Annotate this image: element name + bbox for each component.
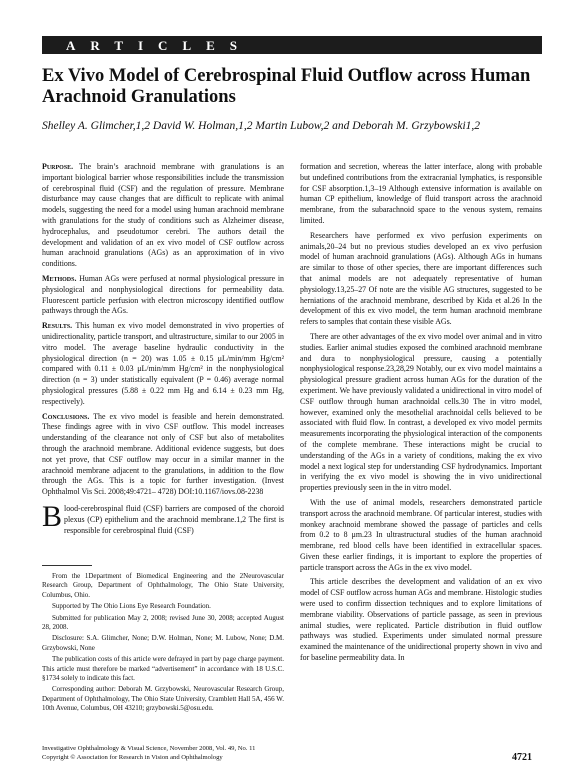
body-paragraph: Researchers have performed ex vivo perfusion experiments on animals,20–24 but no previous studies developed an ex vivo perfusion model of human arachnoid granulations (AGs). Although AGs in humans are similar to those of other species, there are important differences such that animal models are not adequately representative of human physiology.13,25–27 Of note are the visible AG structures, suggested to be herniations of the arachnoid membrane, described by Kida et al.26 In the development of this ex vivo model, the term human arachnoid membrane refers to samples that contain these visible AGs. bbox=[300, 230, 542, 327]
body-column bbox=[300, 162, 542, 668]
abstract-results bbox=[42, 321, 284, 407]
methods-heading: Methods. bbox=[42, 273, 77, 283]
abstract-methods bbox=[42, 274, 284, 317]
section-banner bbox=[42, 36, 542, 54]
section-label: ARTICLES bbox=[66, 38, 253, 53]
purpose-text: The brain’s arachnoid membrane with granulations is an important biological barrier whose responsibilities include the transmission of cerebrospinal fluid (CSF) and the regulation of pressure. Membrane disturbance may cause changes that are difficult to replicate with animal models, suggesting the need for a model using human arachnoid membrane with granulations for the study of conditions such as Alzheimer disease, hydrocephalus, and pseudotumor cerebri. The authors detail the development and validation of an ex vivo model of CSF outflow across human arachnoid granulations (AGs) as an approximation of in vivo conditions. bbox=[42, 162, 284, 269]
abstract-conclusions bbox=[42, 412, 284, 498]
body-paragraph: This article describes the development and validation of an ex vivo model of CSF outflow across human AGs and membrane. Histologic studies were used to confirm dissection techniques and to explore limitations of membrane viability. Observations of particle passage, as seen in previous animal studies, were replicated. Particle distribution in fluid outflow pathways was studied. Experiments under simulated normal pressure examined the maintenance of the unidirectional property shown in vivo and for baseline permeability data. In bbox=[300, 577, 542, 663]
footnote-correspondence: Corresponding author: Deborah M. Grzybowski, Neurovascular Research Group, Department of Ophthalmology, The Ohio State University, Cramblett Hall 5A, 456 W. 10th Avenue, Columbus, OH 43210; grzybowski.5@osu.edu. bbox=[42, 685, 284, 713]
abstract-purpose bbox=[42, 162, 284, 270]
abstract-column bbox=[42, 162, 284, 540]
page-number: 4721 bbox=[512, 752, 532, 763]
intro-text: lood-cerebrospinal fluid (CSF) barriers are composed of the choroid plexus (CP) epithelium and the arachnoid membrane.1,2 The first is responsible for cerebrospinal fluid (CSF) bbox=[64, 503, 284, 535]
conclusions-heading: Conclusions. bbox=[42, 411, 90, 421]
body-paragraph: formation and secretion, whereas the latter interface, along with probable but undefined contributions from the extracranial lymphatics, is responsible for CSF absorption.1,3–19 Although extensive information is available on human CP epithelium, knowledge of fluid transport across the arachnoid membrane, from the subarachnoid space to the venous system, remains limited. bbox=[300, 162, 542, 225]
footnote-support: Supported by The Ohio Lions Eye Research Foundation. bbox=[52, 602, 211, 611]
results-heading: Results. bbox=[42, 321, 73, 331]
purpose-heading: Purpose. bbox=[42, 162, 74, 171]
body-paragraph: There are other advantages of the ex vivo model over animal and in vitro studies. Earlier animal studies exposed the combined arachnoid membrane and dura to nonphysiological pressure, causing a potentially nonphysiological response.23,28,29 Notably, our ex vivo model maintains a physiological pressure gradient across human AGs for the duration of the experiment. We have previously validated a unidirectional in vitro model of CSF outflow through human arachnoidal cells.30 The in vitro model, however, examined only the mesothelial arachnoidal cells believed to be associated with fluid flow. In contrast, a developed ex vivo model permits measurements incorporating the physiological interaction of the components of the complete membrane. These interactions might be crucial to understanding of the AGs in a variety of conditions, making the ex vivo model a next logical step for understanding CSF hydrodynamics. Important in verifying the ex vivo model is showing the in vivo unidirectional properties previously seen in the in vitro model. bbox=[300, 331, 542, 493]
footnote-disclosure: Disclosure: S.A. Glimcher, None; D.W. Holman, None; M. Lubow, None; D.M. Grzybowski, None bbox=[42, 634, 284, 652]
copyright-line: Copyright © Association for Research in Vision and Ophthalmology bbox=[42, 754, 223, 761]
footnote-divider bbox=[42, 565, 92, 566]
footnote-costs: The publication costs of this article were defrayed in part by page charge payment. This article must therefore be marked “advertisement” in accordance with 18 U.S.C. §1734 solely to indicate this fact. bbox=[42, 655, 284, 683]
footnote-affiliation: From the 1Department of Biomedical Engineering and the 2Neurovascular Research Group, Department of Ophthalmology, The Ohio State University, Columbus, Ohio. bbox=[42, 572, 284, 599]
journal-citation: Investigative Ophthalmology & Visual Science, November 2008, Vol. 49, No. 11 bbox=[42, 745, 256, 752]
article-title: Ex Vivo Model of Cerebrospinal Fluid Outflow across Human Arachnoid Granulations bbox=[42, 66, 531, 107]
results-text: This human ex vivo model demonstrated in vivo properties of unidirectionality, particle transport, and ultrastructure, similar to our 2005 in vitro model. The average baseline hydraulic conductivity in the physiological direction (n = 20) was 1.05 ± 0.15 μL/min/mm Hg/cm² compared with 0.11 ± 0.03 μL/min/mm Hg/cm² in the nonphysiological direction (n = 3) under statistically equivalent (P = 0.46) average normal physiological pressures (5.88 ± 0.22 mm Hg and 6.14 ± 0.23 mm Hg, respectively). bbox=[42, 321, 284, 406]
author-list: Shelley A. Glimcher,1,2 David W. Holman,1,2 Martin Lubow,2 and Deborah M. Grzybowski1,2 bbox=[42, 120, 481, 132]
conclusions-text: The ex vivo model is feasible and herein demonstrated. These findings agree with in vivo CSF outflow. This model increases understanding of the clearance not only of CSF but also of metabolites through the arachnoid membrane. Additional evidence suggests, but does not yet prove, that CSF outflow may occur in a similar manner in the arachnoid membrane adjacent to the granulations, in addition to the flow through the AGs. This is a topic for further investigation. (Invest Ophthalmol Vis Sci. 2008;49:4721– 4728) DOI:10.1167/iovs.08-2238 bbox=[42, 411, 284, 497]
body-paragraph: With the use of animal models, researchers demonstrated particle transport across the arachnoid membrane. Of particular interest, studies with monkey arachnoid membrane showed the passage of particles and cells from 0.2 to 8 μm.23 In ultrastructural studies of the human arachnoid membrane, red blood cells have been identified in extracellular spaces. Given these earlier findings, it is important to explore the properties of particle transport across the AGs in the ex vivo model. bbox=[300, 497, 542, 572]
footnotes bbox=[42, 572, 284, 716]
intro-paragraph bbox=[42, 499, 284, 536]
footnote-dates: Submitted for publication May 2, 2008; revised June 30, 2008; accepted August 28, 2008. bbox=[42, 613, 284, 632]
methods-text: Human AGs were perfused at normal physiological pressure in physiological and nonphysiological directions for permeability data. Fluorescent particle perfusion with electron microscopy identified outflow pathways through the AGs. bbox=[42, 273, 284, 316]
drop-cap: B bbox=[42, 499, 63, 533]
page-footer bbox=[42, 744, 542, 762]
